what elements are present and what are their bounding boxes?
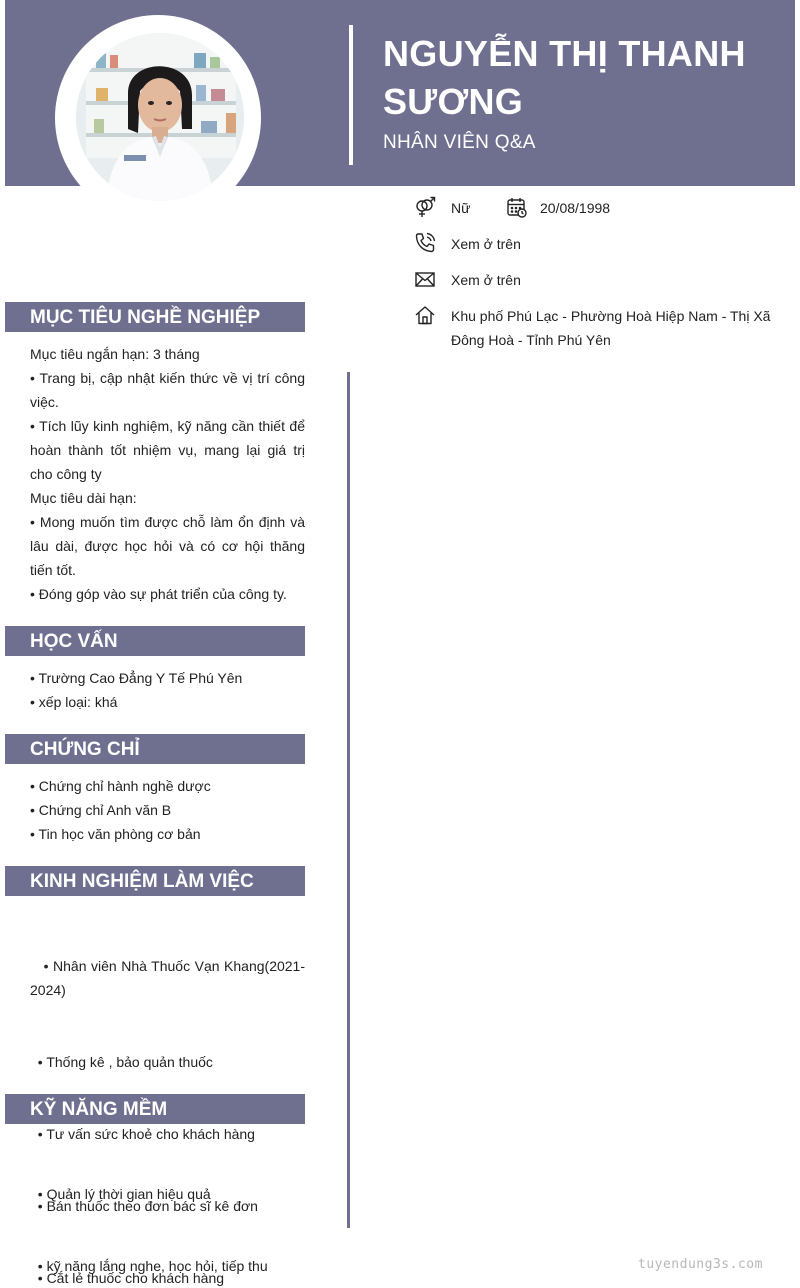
candidate-name: NGUYỄN THỊ THANH SƯƠNG — [383, 33, 746, 122]
contact-address — [414, 304, 776, 352]
experience-line: • Bán thuốc theo đơn bác sĩ kê đơn — [30, 1198, 258, 1214]
objective-line: Mục tiêu ngắn hạn: 3 tháng — [30, 346, 200, 362]
birthday-value: 20/08/1998 — [540, 200, 611, 216]
soft-skills-body — [30, 1134, 305, 1288]
calendar-icon — [506, 196, 528, 218]
certificate-line: • Chứng chỉ hành nghề dược — [30, 778, 211, 794]
watermark: tuyendung3s.com — [638, 1257, 763, 1272]
education-heading: HỌC VẤN — [5, 626, 305, 656]
experience-line: • Cắt lẻ thuốc cho khách hàng — [30, 1270, 225, 1286]
education-body — [30, 666, 305, 714]
education-line: • xếp loại: khá — [30, 694, 118, 710]
home-icon — [414, 304, 436, 326]
experience-line: • Thống kê , bảo quản thuốc — [30, 1054, 213, 1070]
objective-line: • Đóng góp vào sự phát triển của công ty. — [30, 586, 287, 602]
objective-heading: MỤC TIÊU NGHỀ NGHIỆP — [5, 302, 305, 332]
contact-gender — [414, 196, 610, 220]
gender-icon — [414, 196, 436, 218]
objective-line: • Trang bị, cập nhật kiến thức về vị trí công việc. — [30, 370, 305, 410]
soft-skill-line: • Quản lý thời gian hiệu quả — [30, 1186, 211, 1202]
certificate-line: • Chứng chỉ Anh văn B — [30, 802, 172, 818]
experience-line: • Tư vấn sức khoẻ cho khách hàng — [30, 1126, 255, 1142]
certificate-line: • Tin học văn phòng cơ bản — [30, 826, 201, 842]
education-line: • Trường Cao Đẳng Y Tế Phú Yên — [30, 670, 243, 686]
phone-value: Xem ở trên — [451, 236, 521, 252]
address-value: Khu phố Phú Lạc - Phường Hoà Hiệp Nam - Thị Xã Đông Hoà - Tỉnh Phú Yên — [451, 308, 771, 348]
certificates-heading: CHỨNG CHỈ — [5, 734, 305, 764]
contact-phone — [414, 232, 521, 256]
avatar — [76, 33, 244, 201]
gender-value: Nữ — [451, 200, 471, 216]
certificates-body — [30, 774, 305, 846]
experience-heading: KINH NGHIỆM LÀM VIỆC — [5, 866, 305, 896]
mail-icon — [414, 268, 436, 290]
objective-line: • Tích lũy kinh nghiệm, kỹ năng cần thiết để hoàn thành tốt nhiệm vụ, mang lại giá trị cho công ty — [30, 418, 305, 482]
column-divider — [347, 372, 350, 1228]
experience-line: • Nhân viên Nhà Thuốc Vạn Khang(2021-2024) — [30, 958, 306, 998]
soft-skill-line: • kỹ năng lắng nghe, học hỏi, tiếp thu — [30, 1258, 268, 1274]
objective-line: • Mong muốn tìm được chỗ làm ổn định và lâu dài, được học hỏi và có cơ hội thăng tiến tốt. — [30, 514, 305, 578]
objective-body — [30, 342, 305, 606]
email-value: Xem ở trên — [451, 272, 521, 288]
objective-line: Mục tiêu dài hạn: — [30, 490, 137, 506]
header-divider — [349, 25, 353, 165]
soft-skills-heading: KỸ NĂNG MỀM — [5, 1094, 305, 1124]
phone-icon — [414, 232, 436, 254]
job-title: NHÂN VIÊN Q&A — [383, 132, 536, 153]
contact-email — [414, 268, 521, 292]
